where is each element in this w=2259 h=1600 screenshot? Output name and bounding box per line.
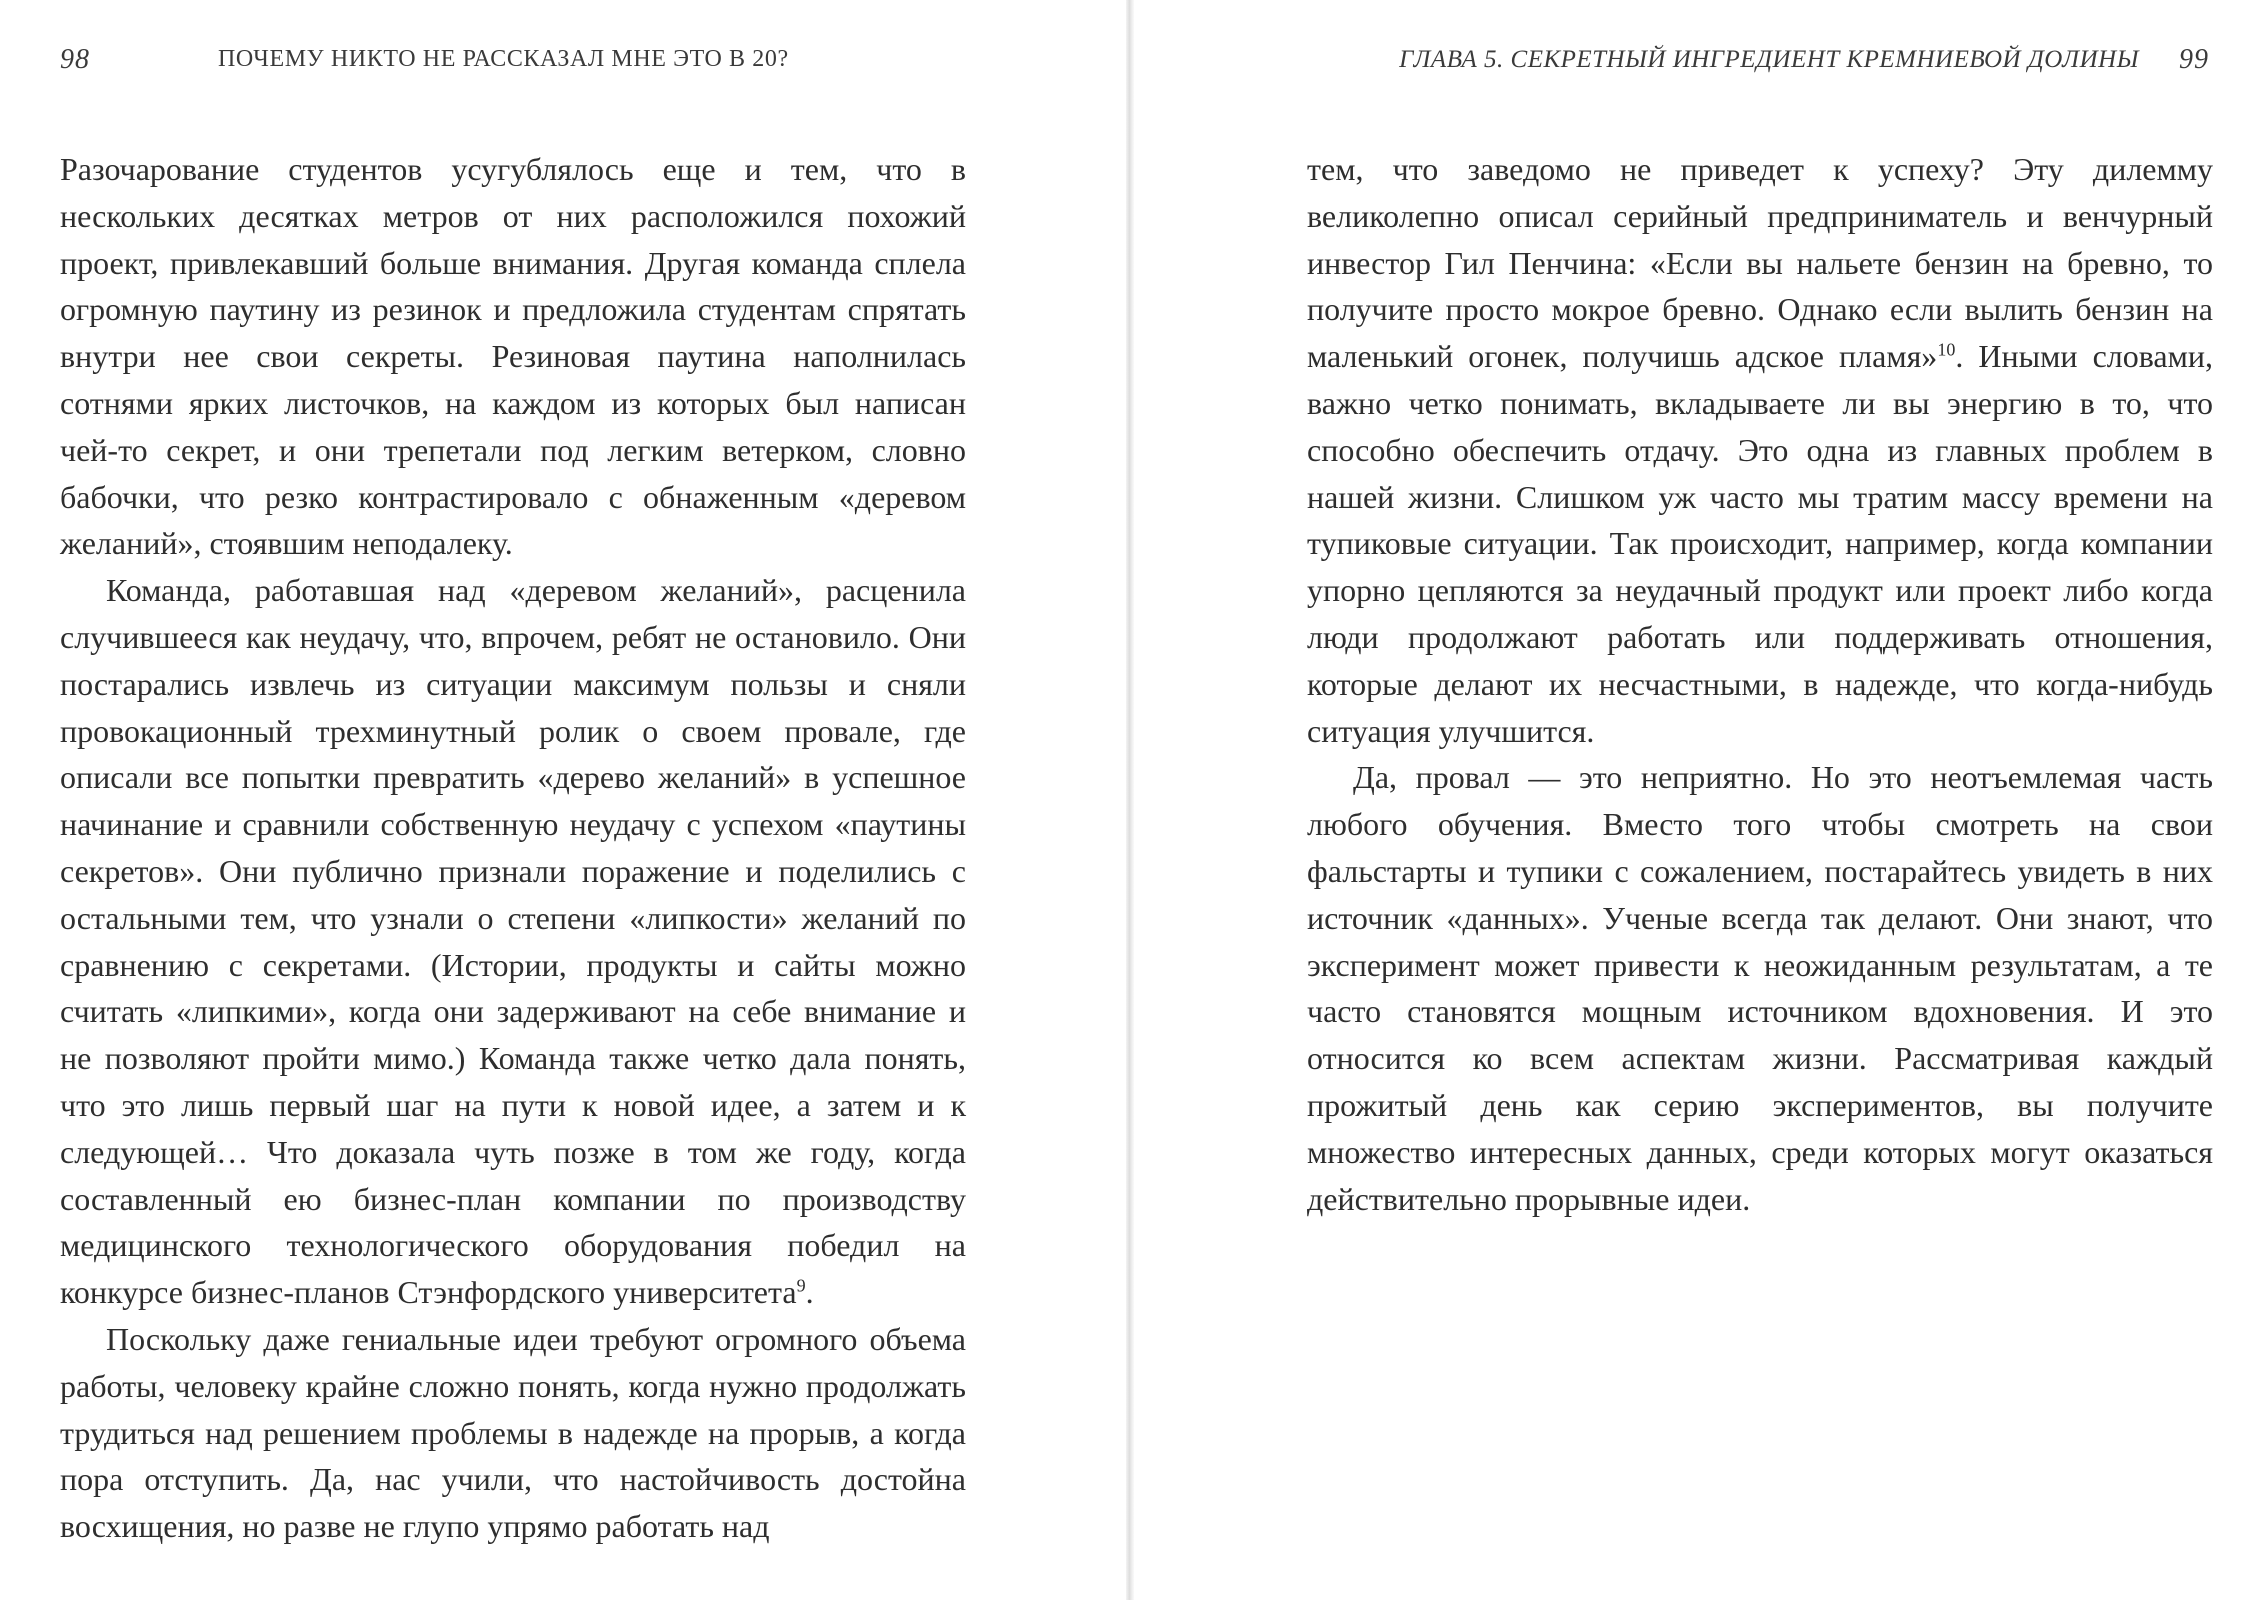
left-running-head: ПОЧЕМУ НИКТО НЕ РАССКАЗАЛ МНЕ ЭТО В 20? — [218, 46, 789, 72]
paragraph-text-tail: . Иными словами, важно четко понимать, вкладываете ли вы энергию в то, что способно обеспечить отдачу. Это одна из главных проблем в нашей жизни. Слишком уж часто мы тратим массу времени на тупиковые ситуации. Так происходит, например, когда компании упорно цепляются за неудачный продукт или проект либо когда люди продолжают работать или поддерживать отношения, которые делают их несчастными, в надежде, что когда-нибудь ситуация улучшится. — [1307, 338, 2214, 749]
footnote-ref: 9 — [796, 1275, 806, 1296]
paragraph: Разочарование студентов усугублялось еще и тем, что в нескольких десятках метров от них расположился похожий проект, привлекавший больше внимания. Другая команда сплела огромную паутину из резинок и предложила студентам спрятать внутри нее свои секреты. Резиновая паутина наполнилась сотнями ярких листочков, на каждом из которых был написан чей-то секрет, и они трепетали под легким ветерком, словно бабочки, что резко контрастировало с обнаженным «деревом желаний», стоявшим неподалеку. — [60, 151, 966, 562]
right-body-text — [1307, 146, 2213, 1222]
paragraph-text-tail: . — [805, 1274, 814, 1311]
right-page-header — [1294, 44, 2209, 84]
right-page-number: 99 — [2179, 44, 2209, 75]
paragraph: Да, провал — это неприятно. Но это неотъемлемая часть любого обучения. Вместо того чтобы смотреть на свои фальстарты и тупики с сожалением, постарайтесь увидеть в них источник «данных». Ученые всегда так делают. Они знают, что эксперимент может привести к неожиданным результатам, а те часто становятся мощным источником вдохновения. И это относится ко всем аспектам жизни. Рассматривая каждый прожитый день как серию экспериментов, вы получите множество интересных данных, среди которых могут оказаться действительно прорывные идеи. — [1307, 759, 2213, 1217]
right-running-head: ГЛАВА 5. СЕКРЕТНЫЙ ИНГРЕДИЕНТ КРЕМНИЕВОЙ ДОЛИНЫ — [1399, 46, 2139, 73]
paragraph-text: тем, что заведомо не приведет к успеху? Эту дилемму великолепно описал серийный предприниматель и венчурный инвестор Гил Пенчина: «Если вы нальете бензин на бревно, то получите просто мокрое бревно. Однако если вылить бензин на маленький огонек, получишь адское пламя» — [1307, 151, 2213, 375]
left-page-number: 98 — [60, 44, 90, 75]
footnote-ref: 10 — [1937, 339, 1956, 360]
left-page-header — [60, 44, 976, 84]
book-gutter — [1126, 0, 1134, 1600]
paragraph-text: Команда, работавшая над «деревом желаний», расценила случившееся как неудачу, что, впрочем, ребят не остановило. Они постарались извлечь из ситуации максимум пользы и сняли провокационный трехминутный ролик о своем провале, где описали все попытки превратить «дерево желаний» в успешное начинание и сравнили собственную неудачу с успехом «паутины секретов». Они публично признали поражение и поделились с остальными тем, что узнали о степени «липкости» желаний по сравнению с секретами. (Истории, продукты и сайты можно считать «липкими», когда они задерживают на себе внимание и не позволяют пройти мимо.) Команда также четко дала понять, что это лишь первый шаг на пути к новой идее, а затем и к следующей… Что доказала чуть позже в том же году, когда составленный ею бизнес-план компании по производству медицинского технологического оборудования победил на конкурсе бизнес-планов Стэнфордского университета — [60, 572, 966, 1311]
paragraph: Поскольку даже гениальные идеи требуют огромного объема работы, человеку крайне сложно понять, когда нужно продолжать трудиться над решением проблемы в надежде на прорыв, а когда пора отступить. Да, нас учили, что настойчивость достойна восхищения, но разве не глупо упрямо работать над — [60, 1320, 966, 1545]
left-page — [0, 0, 1126, 1600]
right-page — [1134, 0, 2259, 1600]
paragraph — [1307, 146, 2213, 754]
paragraph — [60, 567, 966, 1316]
left-body-text — [60, 146, 966, 1550]
